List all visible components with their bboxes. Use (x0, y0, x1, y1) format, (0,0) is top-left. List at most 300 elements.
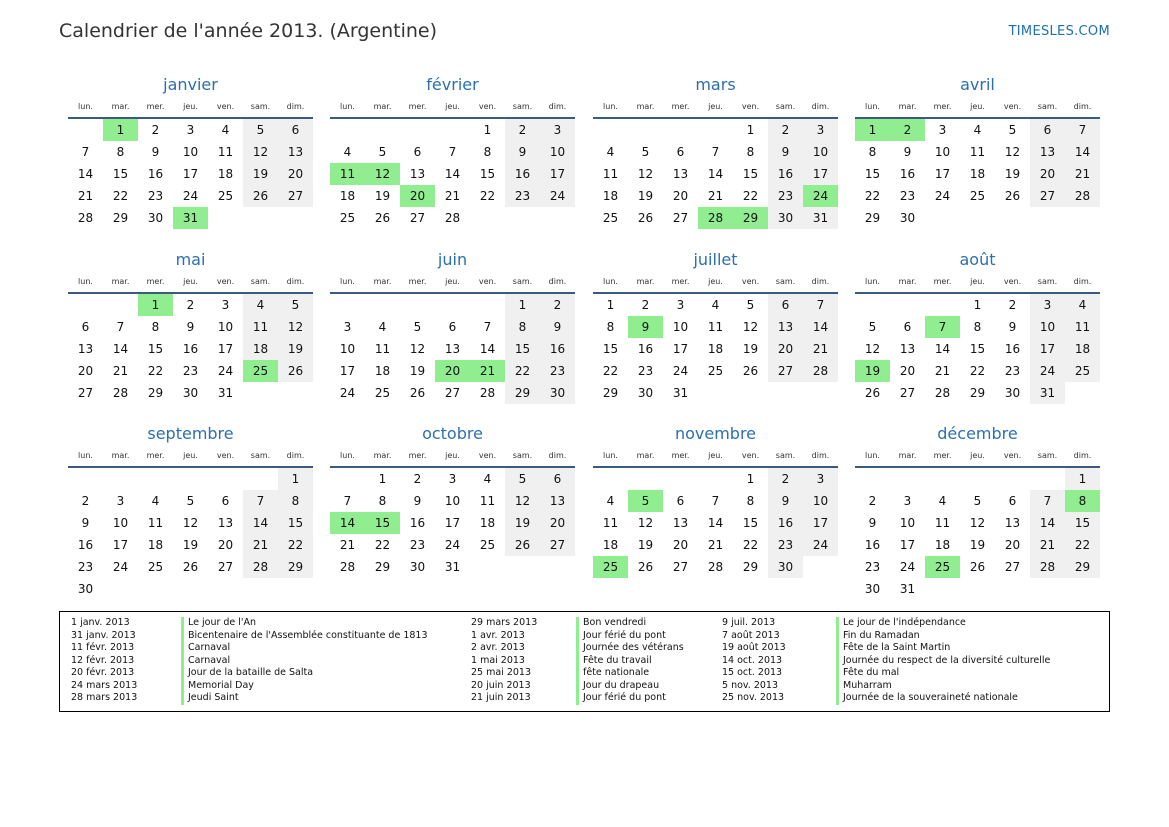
month-6 (330, 248, 575, 404)
site-link[interactable]: TIMESLES.COM (1008, 24, 1110, 39)
day-cell: 29 (742, 560, 759, 574)
weekday-label: lun. (78, 102, 93, 111)
day-cell: 11 (707, 320, 724, 334)
weekday-label: dim. (1073, 451, 1092, 460)
weekday-label: ven. (478, 277, 497, 286)
weekday-label: lun. (603, 102, 618, 111)
weekday-label: jeu. (708, 277, 723, 286)
day-cell: 14 (934, 342, 951, 356)
day-cell: 9 (1008, 320, 1017, 334)
weekday-label: mer. (933, 277, 952, 286)
holiday-date: 29 mars 2013 (471, 617, 538, 628)
day-grid (330, 468, 575, 578)
day-cell: 3 (343, 320, 352, 334)
day-cell: 13 (217, 516, 234, 530)
day-cell: 15 (742, 516, 759, 530)
holiday-day-cell: 24 (803, 185, 838, 207)
holiday-name-column (181, 617, 428, 705)
weekday-label: dim. (811, 102, 830, 111)
holiday-day-cell: 8 (1065, 490, 1100, 512)
holiday-date: 19 août 2013 (722, 642, 786, 653)
day-cell: 4 (151, 494, 160, 508)
holiday-date: 24 mars 2013 (71, 679, 138, 691)
day-cell: 10 (444, 494, 461, 508)
holiday-date-column (471, 617, 537, 705)
day-cell: 11 (602, 516, 619, 530)
weekday-label: sam. (1037, 451, 1058, 460)
holiday-date: 15 oct. 2013 (722, 667, 783, 678)
day-cell: 29 (602, 386, 619, 400)
day-cell: 14 (77, 167, 94, 181)
day-cell: 24 (672, 364, 689, 378)
day-cell: 7 (483, 320, 492, 334)
day-cell: 27 (672, 560, 689, 574)
day-cell: 8 (973, 320, 982, 334)
weekday-label: jeu. (708, 102, 723, 111)
holiday-day-cell: 11 (330, 163, 365, 185)
day-cell: 6 (278, 119, 313, 141)
weekday-label: mar. (111, 277, 130, 286)
day-cell: 18 (374, 364, 391, 378)
day-cell: 5 (1008, 123, 1017, 137)
day-cell: 12 (742, 320, 759, 334)
day-cell: 24 (182, 189, 199, 203)
day-grid (68, 294, 313, 404)
weekday-label: jeu. (708, 451, 723, 460)
day-cell: 4 (606, 494, 615, 508)
month-name: juin (437, 250, 468, 269)
day-cell: 22 (1065, 534, 1100, 556)
day-cell: 21 (243, 534, 278, 556)
day-cell: 5 (641, 145, 650, 159)
day-cell: 22 (602, 364, 619, 378)
day-cell: 14 (803, 316, 838, 338)
day-cell: 7 (711, 494, 720, 508)
weekday-label: ven. (216, 277, 235, 286)
holiday-day-cell: 1 (138, 294, 173, 316)
day-grid (855, 119, 1100, 229)
day-cell: 27 (444, 386, 461, 400)
day-cell: 12 (182, 516, 199, 530)
holiday-day-cell: 20 (435, 360, 470, 382)
day-cell: 23 (768, 534, 803, 556)
day-cell: 25 (374, 386, 391, 400)
day-cell: 22 (969, 364, 986, 378)
day-cell: 5 (378, 145, 387, 159)
day-cell: 26 (969, 560, 986, 574)
holiday-date-column (71, 617, 137, 705)
day-cell: 17 (899, 538, 916, 552)
day-cell: 23 (540, 360, 575, 382)
day-cell: 16 (77, 538, 94, 552)
day-cell: 21 (77, 189, 94, 203)
day-cell: 5 (505, 468, 540, 490)
day-cell: 21 (339, 538, 356, 552)
day-cell: 14 (243, 512, 278, 534)
day-cell: 5 (186, 494, 195, 508)
weekday-label: jeu. (970, 102, 985, 111)
day-cell: 22 (374, 538, 391, 552)
day-cell: 20 (768, 338, 803, 360)
weekday-label: ven. (1003, 451, 1022, 460)
weekday-label: dim. (286, 277, 305, 286)
day-cell: 12 (505, 490, 540, 512)
day-cell: 5 (278, 294, 313, 316)
day-cell: 9 (186, 320, 195, 334)
day-cell: 17 (444, 516, 461, 530)
day-cell: 28 (934, 386, 951, 400)
day-cell: 13 (77, 342, 94, 356)
day-grid (593, 294, 838, 404)
month-9 (68, 422, 313, 600)
day-cell: 17 (339, 364, 356, 378)
day-cell: 16 (768, 512, 803, 534)
day-cell: 10 (803, 490, 838, 512)
day-cell: 24 (444, 538, 461, 552)
day-cell: 18 (479, 516, 496, 530)
weekday-label: lun. (78, 451, 93, 460)
day-cell: 10 (540, 141, 575, 163)
day-cell: 8 (868, 145, 877, 159)
day-cell: 6 (903, 320, 912, 334)
weekday-label: jeu. (183, 277, 198, 286)
weekday-label: mer. (671, 102, 690, 111)
day-cell: 13 (1004, 516, 1021, 530)
holiday-name-column (576, 617, 684, 705)
weekday-label: dim. (1073, 277, 1092, 286)
day-cell: 26 (637, 211, 654, 225)
day-cell: 13 (768, 316, 803, 338)
day-cell: 15 (112, 167, 129, 181)
day-cell: 30 (768, 556, 803, 578)
day-cell: 8 (116, 145, 125, 159)
day-cell: 1 (505, 294, 540, 316)
page-title: Calendrier de l'année 2013. (Argentine) (59, 20, 438, 42)
day-cell: 17 (934, 167, 951, 181)
day-cell: 1 (378, 472, 387, 486)
month-name: septembre (147, 424, 234, 443)
holiday-name: Fête de la Saint Martin (836, 642, 1050, 655)
day-cell: 26 (374, 211, 391, 225)
day-cell: 7 (81, 145, 90, 159)
day-cell: 22 (505, 360, 540, 382)
day-cell: 2 (186, 298, 195, 312)
day-cell: 3 (1030, 294, 1065, 316)
day-cell: 30 (864, 582, 881, 596)
day-cell: 24 (934, 189, 951, 203)
weekday-label: lun. (78, 277, 93, 286)
day-cell: 8 (378, 494, 387, 508)
holiday-date: 12 févr. 2013 (71, 654, 135, 666)
month-8 (855, 248, 1100, 404)
day-cell: 1 (606, 298, 615, 312)
day-cell: 3 (903, 494, 912, 508)
day-cell: 14 (479, 342, 496, 356)
day-cell: 19 (505, 512, 540, 534)
weekday-label: mar. (636, 451, 655, 460)
day-grid (330, 294, 575, 404)
day-cell: 25 (707, 364, 724, 378)
day-cell: 29 (112, 211, 129, 225)
day-cell: 2 (768, 468, 803, 490)
holiday-day-cell: 12 (365, 163, 400, 185)
day-cell: 10 (339, 342, 356, 356)
day-cell: 14 (1065, 141, 1100, 163)
day-cell: 4 (378, 320, 387, 334)
day-cell: 4 (221, 123, 230, 137)
day-cell: 1 (483, 123, 492, 137)
day-cell: 19 (969, 538, 986, 552)
day-cell: 24 (803, 534, 838, 556)
day-cell: 2 (540, 294, 575, 316)
day-cell: 30 (182, 386, 199, 400)
weekday-label: mar. (636, 277, 655, 286)
day-cell: 25 (969, 189, 986, 203)
day-cell: 8 (483, 145, 492, 159)
weekday-label: jeu. (445, 277, 460, 286)
day-cell: 16 (505, 163, 540, 185)
day-cell: 18 (602, 538, 619, 552)
day-cell: 2 (1008, 298, 1017, 312)
day-cell: 29 (1065, 556, 1100, 578)
day-cell: 18 (147, 538, 164, 552)
day-cell: 18 (217, 167, 234, 181)
day-cell: 24 (112, 560, 129, 574)
day-cell: 3 (186, 123, 195, 137)
holiday-name: fête nationale (576, 667, 684, 680)
weekday-header (68, 272, 313, 294)
day-grid (593, 119, 838, 229)
day-cell: 12 (637, 516, 654, 530)
day-cell: 19 (182, 538, 199, 552)
day-cell: 18 (339, 189, 356, 203)
holiday-day-cell: 7 (925, 316, 960, 338)
day-cell: 5 (243, 119, 278, 141)
day-cell: 31 (217, 386, 234, 400)
day-cell: 18 (934, 538, 951, 552)
day-cell: 7 (448, 145, 457, 159)
weekday-label: mer. (146, 277, 165, 286)
weekday-label: dim. (286, 451, 305, 460)
day-cell: 31 (899, 582, 916, 596)
weekday-label: dim. (548, 451, 567, 460)
holiday-date: 25 nov. 2013 (722, 692, 785, 703)
weekday-label: mer. (408, 102, 427, 111)
day-cell: 16 (899, 167, 916, 181)
day-cell: 18 (1065, 338, 1100, 360)
day-cell: 8 (151, 320, 160, 334)
day-cell: 16 (182, 342, 199, 356)
weekday-label: lun. (865, 451, 880, 460)
day-cell: 30 (409, 560, 426, 574)
weekday-label: dim. (286, 102, 305, 111)
day-cell: 19 (409, 364, 426, 378)
day-grid (68, 119, 313, 229)
day-cell: 9 (505, 141, 540, 163)
day-cell: 19 (278, 338, 313, 360)
weekday-label: ven. (478, 451, 497, 460)
day-cell: 15 (505, 338, 540, 360)
day-cell: 21 (1030, 534, 1065, 556)
weekday-label: lun. (340, 451, 355, 460)
day-cell: 10 (803, 141, 838, 163)
holiday-date: 7 août 2013 (722, 629, 780, 641)
weekday-label: dim. (548, 102, 567, 111)
day-cell: 27 (540, 534, 575, 556)
day-cell: 19 (1004, 167, 1021, 181)
day-cell: 28 (77, 211, 94, 225)
weekday-label: mer. (671, 277, 690, 286)
day-cell: 24 (540, 185, 575, 207)
day-cell: 15 (864, 167, 881, 181)
day-cell: 5 (868, 320, 877, 334)
month-1 (68, 73, 313, 229)
day-cell: 13 (278, 141, 313, 163)
month-name: juillet (693, 250, 738, 269)
weekday-header (330, 446, 575, 468)
holiday-day-cell: 2 (890, 119, 925, 141)
weekday-label: mar. (898, 102, 917, 111)
month-11 (593, 422, 838, 578)
day-cell: 5 (746, 298, 755, 312)
day-cell: 4 (1065, 294, 1100, 316)
holiday-date: 14 oct. 2013 (722, 654, 783, 666)
day-cell: 25 (147, 560, 164, 574)
day-cell: 14 (707, 167, 724, 181)
day-cell: 23 (899, 189, 916, 203)
weekday-header (855, 446, 1100, 468)
day-cell: 2 (413, 472, 422, 486)
day-cell: 4 (938, 494, 947, 508)
day-cell: 10 (217, 320, 234, 334)
weekday-label: jeu. (970, 277, 985, 286)
holiday-date: 20 juin 2013 (471, 679, 531, 691)
day-cell: 31 (672, 386, 689, 400)
day-cell: 4 (483, 472, 492, 486)
day-cell: 9 (81, 516, 90, 530)
day-cell: 16 (637, 342, 654, 356)
day-cell: 29 (278, 556, 313, 578)
day-cell: 3 (221, 298, 230, 312)
weekday-label: mer. (408, 277, 427, 286)
day-cell: 30 (768, 207, 803, 229)
day-cell: 17 (672, 342, 689, 356)
day-cell: 29 (864, 211, 881, 225)
day-grid (68, 468, 313, 600)
day-cell: 11 (147, 516, 164, 530)
day-cell: 9 (413, 494, 422, 508)
day-cell: 27 (1004, 560, 1021, 574)
day-cell: 27 (77, 386, 94, 400)
day-cell: 29 (969, 386, 986, 400)
holiday-day-cell: 5 (628, 490, 663, 512)
weekday-label: dim. (1073, 102, 1092, 111)
weekday-label: dim. (548, 277, 567, 286)
day-cell: 20 (1030, 163, 1065, 185)
day-cell: 17 (1030, 338, 1065, 360)
holiday-name-column (836, 617, 1050, 705)
day-cell: 27 (899, 386, 916, 400)
day-cell: 7 (1065, 119, 1100, 141)
day-cell: 30 (540, 382, 575, 404)
day-cell: 7 (116, 320, 125, 334)
day-cell: 3 (803, 119, 838, 141)
holiday-date: 5 nov. 2013 (722, 679, 778, 691)
weekday-label: mar. (373, 277, 392, 286)
day-cell: 31 (444, 560, 461, 574)
day-cell: 14 (707, 516, 724, 530)
weekday-label: mar. (111, 102, 130, 111)
day-cell: 23 (768, 185, 803, 207)
day-cell: 27 (672, 211, 689, 225)
day-cell: 22 (864, 189, 881, 203)
day-cell: 12 (278, 316, 313, 338)
weekday-label: dim. (811, 451, 830, 460)
holiday-name: Bicentenaire de l'Assemblée constituante de 1813 (181, 630, 428, 643)
holiday-name: Carnaval (181, 642, 428, 655)
weekday-label: jeu. (183, 451, 198, 460)
month-name: novembre (674, 424, 757, 443)
day-cell: 1 (746, 472, 755, 486)
day-cell: 1 (278, 468, 313, 490)
weekday-label: lun. (603, 277, 618, 286)
weekday-label: sam. (250, 102, 271, 111)
day-cell: 23 (1004, 364, 1021, 378)
day-cell: 6 (1008, 494, 1017, 508)
day-cell: 23 (864, 560, 881, 574)
day-cell: 11 (1065, 316, 1100, 338)
day-cell: 11 (479, 494, 496, 508)
day-cell: 26 (182, 560, 199, 574)
day-cell: 26 (278, 360, 313, 382)
day-cell: 10 (672, 320, 689, 334)
day-cell: 9 (768, 490, 803, 512)
day-cell: 11 (217, 145, 234, 159)
day-cell: 10 (182, 145, 199, 159)
day-cell: 11 (602, 167, 619, 181)
day-cell: 1 (1065, 468, 1100, 490)
day-cell: 18 (243, 338, 278, 360)
day-cell: 20 (672, 189, 689, 203)
month-name: mai (175, 250, 206, 269)
holiday-date: 11 févr. 2013 (71, 642, 135, 653)
day-cell: 10 (112, 516, 129, 530)
day-cell: 4 (343, 145, 352, 159)
day-cell: 17 (217, 342, 234, 356)
day-cell: 30 (77, 582, 94, 596)
day-cell: 23 (147, 189, 164, 203)
day-cell: 28 (112, 386, 129, 400)
holiday-day-cell: 9 (628, 316, 663, 338)
day-cell: 10 (1030, 316, 1065, 338)
weekday-label: sam. (250, 277, 271, 286)
weekday-label: jeu. (445, 102, 460, 111)
day-cell: 21 (707, 189, 724, 203)
day-cell: 6 (1030, 119, 1065, 141)
weekday-label: lun. (865, 277, 880, 286)
weekday-label: lun. (340, 102, 355, 111)
day-cell: 8 (606, 320, 615, 334)
month-2 (330, 73, 575, 229)
holiday-name: Jour férié du pont (576, 692, 684, 705)
holiday-day-cell: 25 (593, 556, 628, 578)
day-cell: 1 (746, 123, 755, 137)
holiday-name: Memorial Day (181, 680, 428, 693)
day-cell: 31 (803, 207, 838, 229)
day-cell: 28 (479, 386, 496, 400)
day-cell: 30 (1004, 386, 1021, 400)
day-cell: 19 (742, 342, 759, 356)
